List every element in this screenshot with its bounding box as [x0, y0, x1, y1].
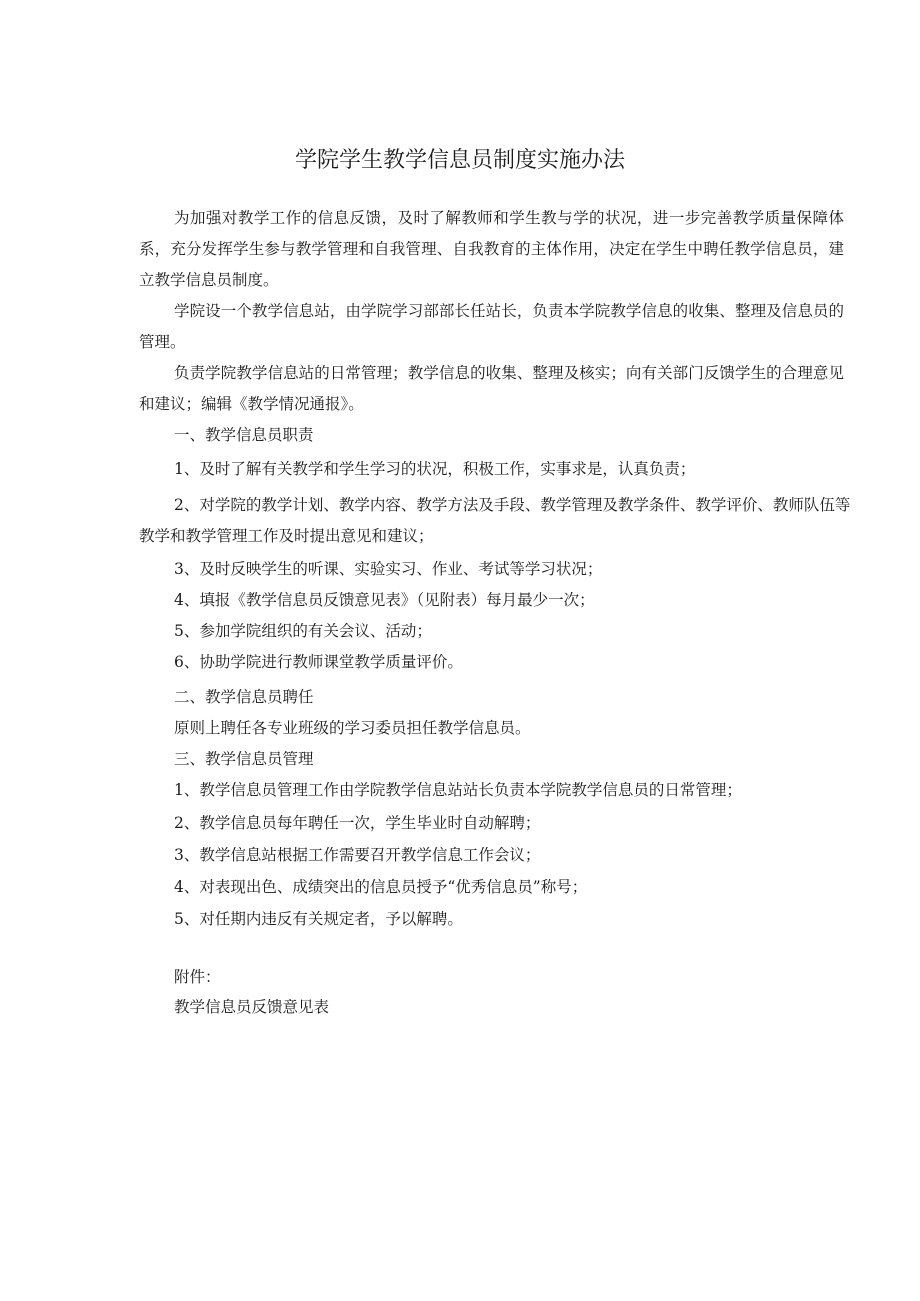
section-heading-management: 三、教学信息员管理 [174, 750, 314, 768]
intro-paragraph-1: 为加强对教学工作的信息反馈，及时了解教师和学生教与学的状况，进一步完善教学质量保障体系，充分发挥学生参与教学管理和自我管理、自我教育的主体作用，决定在学生中聘任教学信息员，建立教学信息员制度。 [139, 209, 844, 289]
attachment-label: 附件： [174, 968, 221, 986]
management-item-4: 4、对表现出色、成绩突出的信息员授予“优秀信息员”称号； [174, 878, 588, 896]
management-item-1: 1、教学信息员管理工作由学院教学信息站站长负责本学院教学信息员的日常管理； [174, 781, 742, 799]
management-item-5: 5、对任期内违反有关规定者，予以解聘。 [174, 910, 463, 928]
intro-paragraph-3: 负责学院教学信息站的日常管理；教学信息的收集、整理及核实；向有关部门反馈学生的合理意见和建议；编辑《教学情况通报》。 [139, 364, 844, 413]
document-title: 学院学生教学信息员制度实施办法 [294, 148, 625, 173]
intro-paragraph-2: 学院设一个教学信息站，由学院学习部部长任站长，负责本学院教学信息的收集、整理及信息员的管理。 [139, 302, 844, 351]
attachment-name: 教学信息员反馈意见表 [174, 998, 330, 1016]
section-heading-appointment: 二、教学信息员聘任 [174, 688, 314, 706]
duty-item-2: 2、对学院的教学计划、教学内容、教学方法及手段、教学管理及教学条件、教学评价、教师队伍等教学和教学管理工作及时提出意见和建议； [139, 496, 851, 545]
duty-item-6: 6、协助学院进行教师课堂教学质量评价。 [174, 653, 463, 671]
management-item-2: 2、教学信息员每年聘任一次，学生毕业时自动解聘； [174, 814, 541, 832]
duty-item-4: 4、填报《教学信息员反馈意见表》（见附表）每月最少一次； [174, 591, 595, 609]
duty-item-5: 5、参加学院组织的有关会议、活动； [174, 622, 432, 640]
section-heading-duties: 一、教学信息员职责 [174, 426, 314, 444]
duty-item-3: 3、及时反映学生的听课、实验实习、作业、考试等学习状况； [174, 560, 603, 578]
management-item-3: 3、教学信息站根据工作需要召开教学信息工作会议； [174, 846, 541, 864]
duty-item-1: 1、及时了解有关教学和学生学习的状况，积极工作，实事求是，认真负责； [174, 460, 696, 478]
appointment-body: 原则上聘任各专业班级的学习委员担任教学信息员。 [174, 719, 531, 737]
